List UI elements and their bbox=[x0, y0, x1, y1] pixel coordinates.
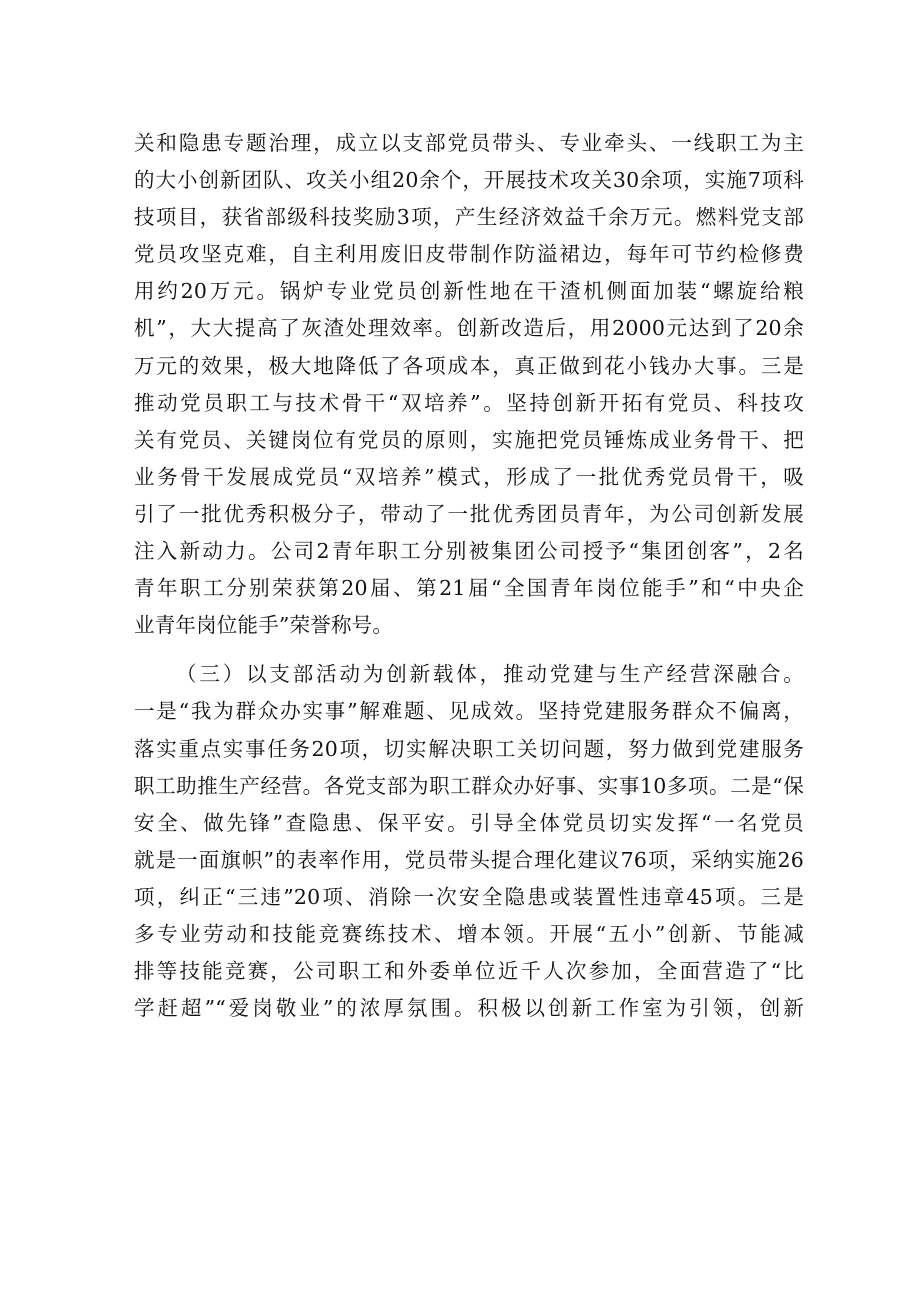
text-line: 落实重点实事任务20项，切实解决职工关切问题，努力做到党建服务 bbox=[134, 736, 804, 761]
body-text bbox=[134, 125, 804, 1027]
text-line: 职工助推生产经营。各党支部为职工群众办好事、实事10多项。二是“保 bbox=[134, 773, 804, 798]
text-line: 万元的效果，极大地降低了各项成本，真正做到花小钱办大事。三是 bbox=[134, 353, 804, 378]
text-line: 引了一批优秀积极分子，带动了一批优秀团员青年，为公司创新发展 bbox=[134, 501, 804, 526]
text-line: 机”，大大提高了灰渣处理效率。创新改造后，用2000元达到了20余 bbox=[134, 316, 804, 341]
text-line: 排等技能竞赛，公司职工和外委单位近千人次参加，全面营造了“比 bbox=[134, 959, 804, 984]
text-line: 青年职工分别荣获第20届、第21届“全国青年岗位能手”和“中央企 bbox=[134, 576, 804, 601]
text-line: 业青年岗位能手”荣誉称号。 bbox=[134, 613, 394, 638]
text-line: 一是“我为群众办实事”解难题、见成效。坚持党建服务群众不偏离， bbox=[134, 699, 804, 724]
text-line: 就是一面旗帜”的表率作用，党员带头提合理化建议76项，采纳实施26 bbox=[134, 847, 804, 872]
paragraph-gap bbox=[134, 644, 804, 656]
text-line: 安全、做先锋”查隐患、保平安。引导全体党员切实发挥“一名党员 bbox=[134, 810, 804, 835]
text-line: 的大小创新团队、攻关小组20余个，开展技术攻关30余项，实施7项科 bbox=[134, 168, 804, 193]
text-line: 关和隐患专题治理，成立以支部党员带头、专业牵头、一线职工为主 bbox=[134, 131, 804, 155]
text-line: 推动党员职工与技术骨干“双培养”。坚持创新开拓有党员、科技攻 bbox=[134, 390, 804, 415]
text-line: 业务骨干发展成党员“双培养”模式，形成了一批优秀党员骨干，吸 bbox=[134, 464, 804, 489]
text-line: 关有党员、关键岗位有党员的原则，实施把党员锤炼成业务骨干、把 bbox=[134, 427, 804, 452]
text-line: 党员攻坚克难，自主利用废旧皮带制作防溢裙边，每年可节约检修费 bbox=[134, 242, 804, 267]
section-heading: （三）以支部活动为创新载体，推动党建与生产经营深融合。 bbox=[176, 662, 804, 687]
text-line: 技项目，获省部级科技奖励3项，产生经济效益千余万元。燃料党支部 bbox=[134, 205, 804, 230]
text-line: 用约20万元。锅炉专业党员创新性地在干渣机侧面加装“螺旋给粮 bbox=[134, 279, 804, 304]
text-line: 多专业劳动和技能竞赛练技术、增本领。开展“五小”创新、节能减 bbox=[134, 921, 804, 946]
text-line: 学赶超”“爱岗敬业”的浓厚氛围。积极以创新工作室为引领，创新 bbox=[134, 996, 804, 1021]
text-line: 注入新动力。公司2青年职工分别被集团公司授予“集团创客”，2名 bbox=[134, 539, 804, 564]
text-line: 项，纠正“三违”20项、消除一次安全隐患或装置性违章45项。三是 bbox=[134, 884, 804, 909]
